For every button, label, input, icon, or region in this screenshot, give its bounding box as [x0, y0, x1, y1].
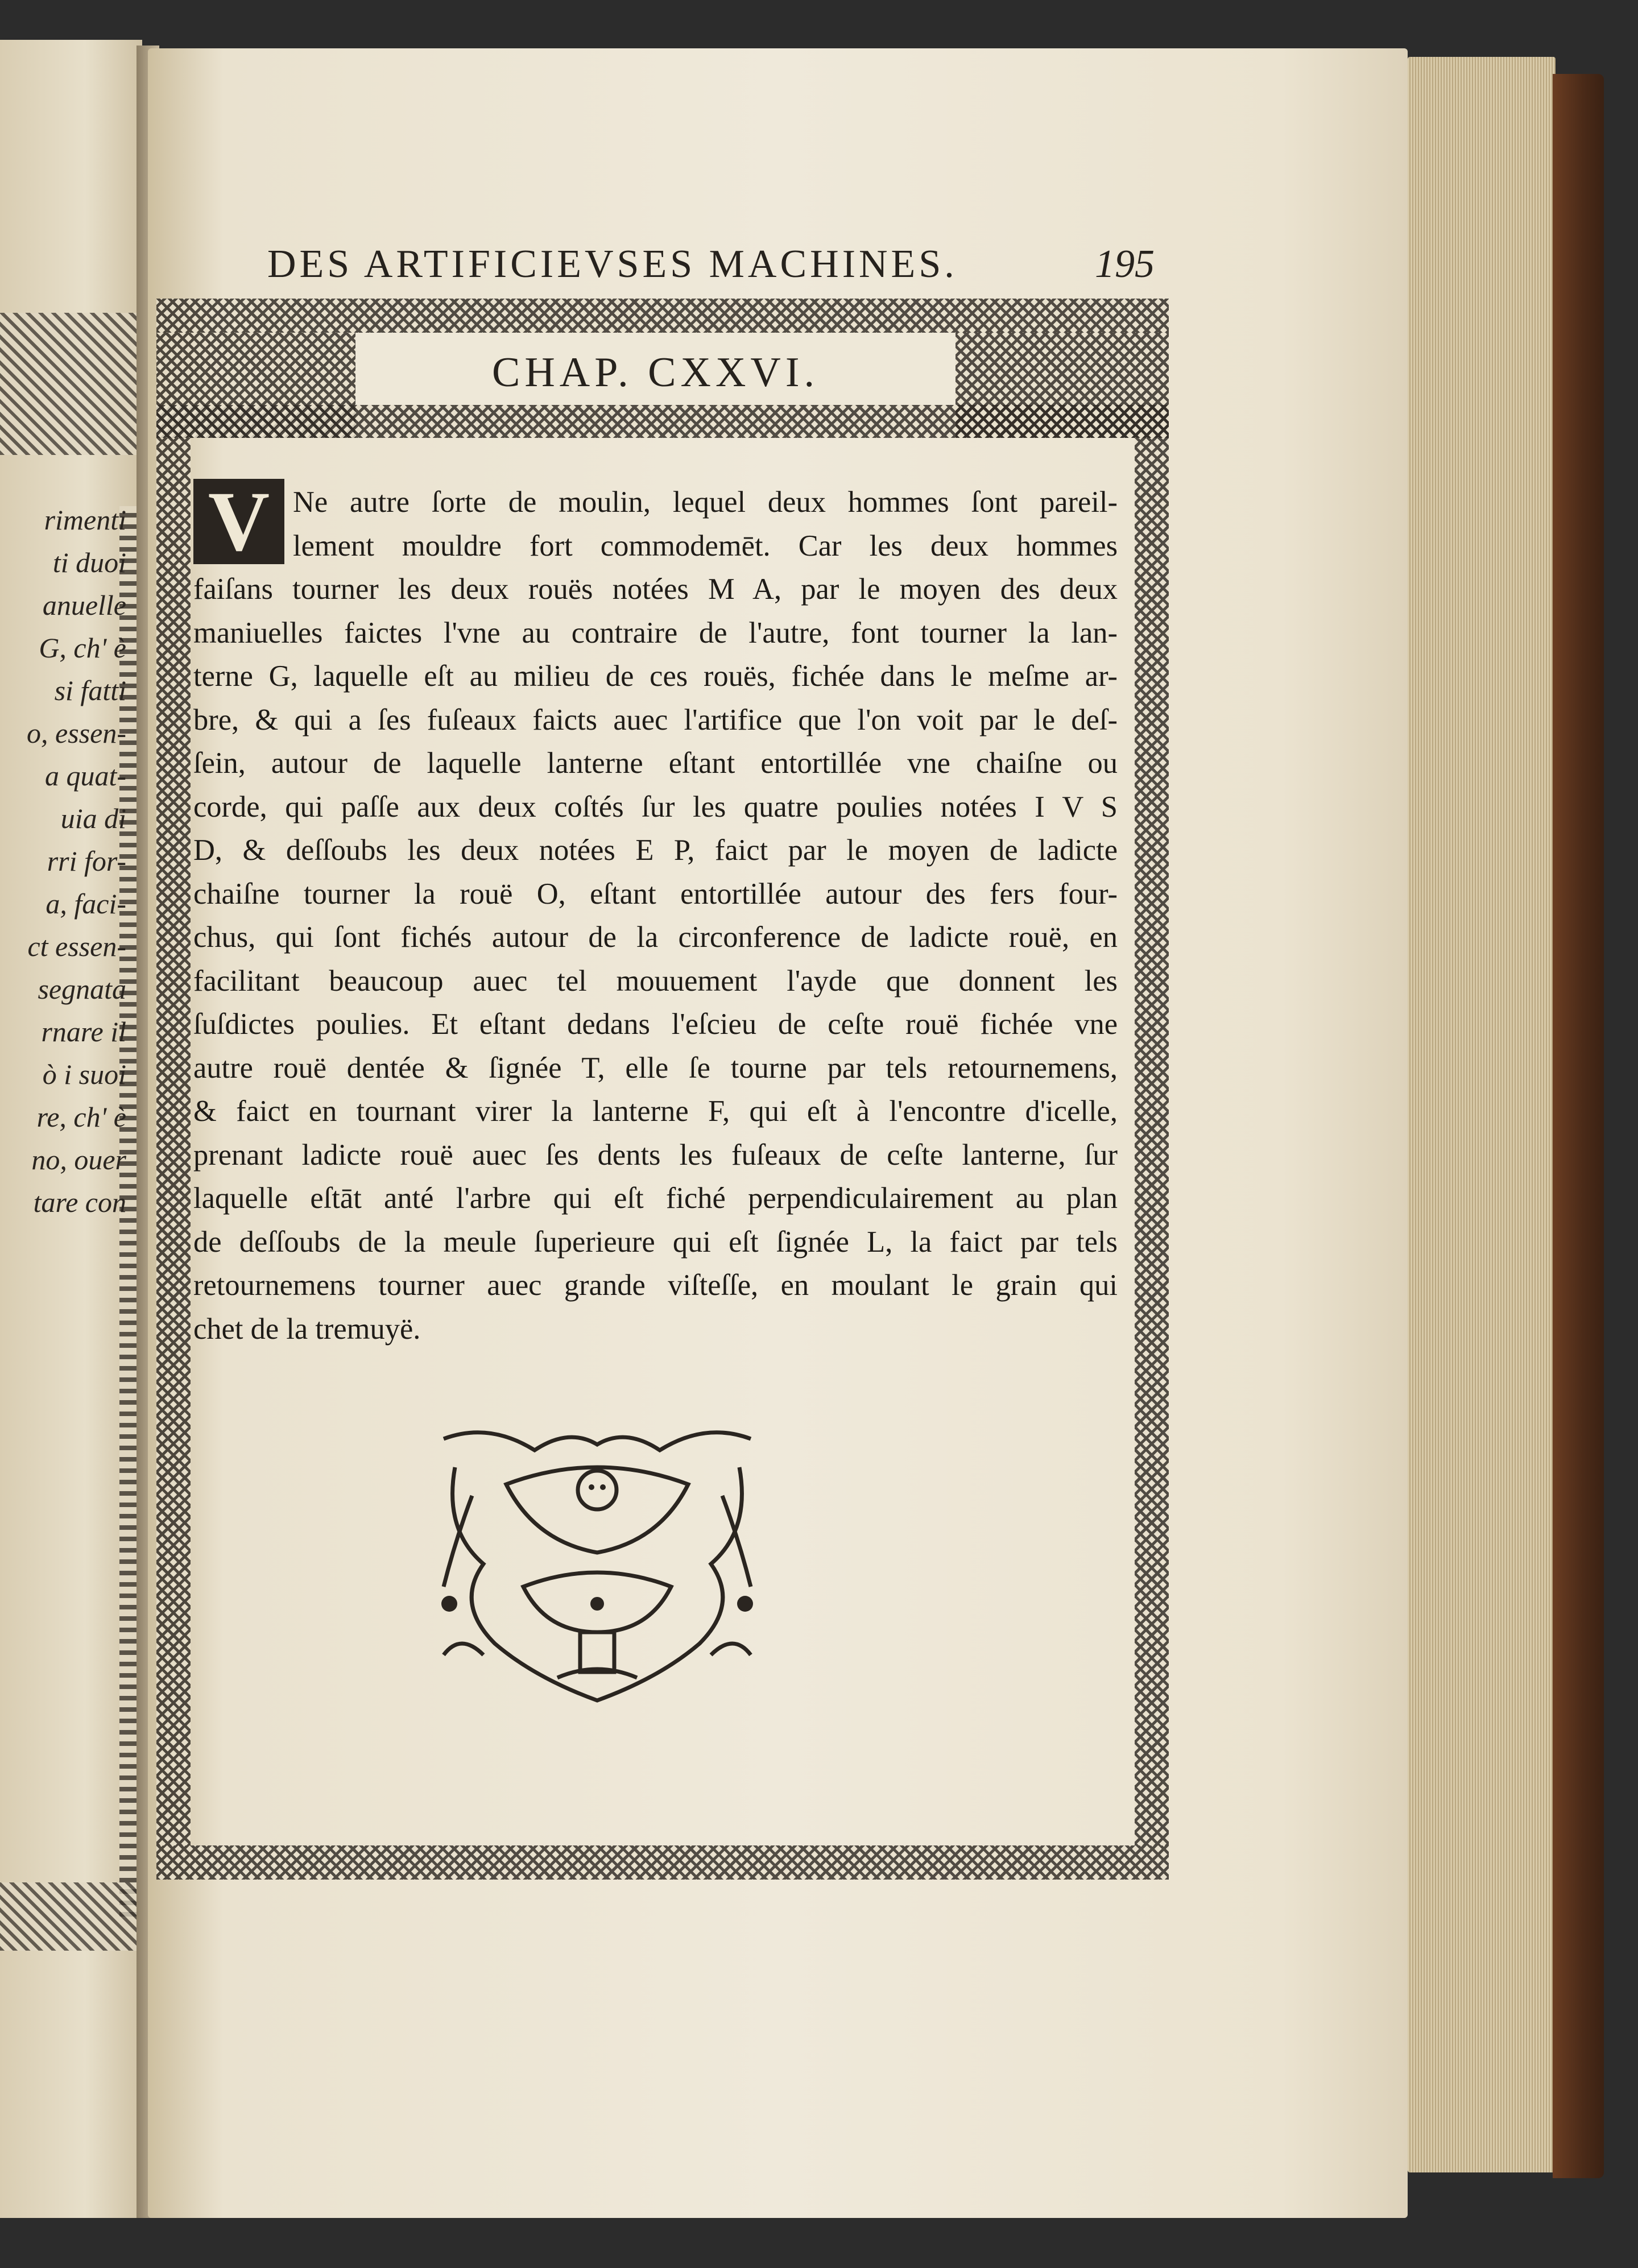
body-line: Ne autre ſorte de moulin, lequel deux hommes ſont pareil- [293, 486, 1118, 519]
body-text [193, 474, 1118, 1351]
body-line: chet de la tremuyë. [193, 1312, 421, 1346]
body-line: chaiſne tourner la rouë O, eſtant entortillée autour des fers four- [193, 877, 1118, 910]
body-line: de deſſoubs de la meule ſuperieure qui eſt ſignée L, la faict par tels [193, 1225, 1118, 1259]
border-header-bottom-ornament [156, 405, 1169, 438]
left-page-line: rimenti [44, 504, 126, 536]
body-line: laquelle eſtāt anté l'arbre qui eſt fiché perpendiculairement au plan [193, 1182, 1118, 1215]
left-page-line: no, ouer [31, 1144, 126, 1176]
left-page-line: o, essen- [27, 717, 126, 749]
drop-cap-letter: V [208, 474, 270, 569]
running-head: DES ARTIFICIEVSES MACHINES. [267, 242, 958, 286]
left-page-line: re, ch' è [36, 1101, 126, 1133]
left-page-line: segnata [38, 973, 126, 1005]
body-line: ſein, autour de laquelle lanterne eſtant entortillée vne chaiſne ou [193, 747, 1118, 780]
page-number: 195 [1095, 242, 1155, 286]
body-line: facilitant beaucoup auec tel mouuement l'ayde que donnent les [193, 964, 1118, 998]
body-line: bre, & qui a ſes fuſeaux faicts auec l'artifice que l'on voit par le deſ- [193, 703, 1118, 736]
left-page-line: G, ch' è [39, 632, 126, 664]
left-ornament-block [0, 313, 136, 455]
left-facing-page [0, 40, 142, 2218]
left-page-line: si fatti [54, 674, 126, 706]
tailpiece-ornament-icon [421, 1416, 774, 1712]
drop-cap-initial-icon [193, 474, 284, 569]
body-line: faiſans tourner les deux rouës notées M A, par le moyen des deux [193, 573, 1118, 606]
body-line: lement mouldre fort commodemēt. Car les deux hommes [293, 529, 1118, 562]
body-line: terne G, laquelle eſt au milieu de ces rouës, fichée dans le meſme ar- [193, 660, 1118, 693]
left-page-line: anuelle [42, 589, 126, 621]
left-page-line: a, faci- [46, 888, 126, 920]
left-page-line: ti duoi [52, 547, 126, 578]
left-page-line: rnare il [41, 1016, 126, 1048]
body-line: retournemens tourner auec grande viſteſſe, en moulant le grain qui [193, 1269, 1118, 1302]
body-line: chus, qui ſont fichés autour de la circonference de ladicte rouë, en [193, 921, 1118, 954]
border-bottom-ornament [156, 1845, 1169, 1880]
border-left-ornament [156, 438, 191, 1845]
body-line: & faict en tournant virer la lanterne F, qui eſt à l'encontre d'icelle, [193, 1095, 1118, 1128]
left-page-line: tare con [33, 1186, 126, 1218]
book-cover-edge [1553, 74, 1604, 2178]
page-edges [1408, 57, 1556, 2172]
chapter-heading-panel [355, 333, 956, 405]
body-line: ſuſdictes poulies. Et eſtant dedans l'eſcieu de ceſte rouë fichée vne [193, 1008, 1118, 1041]
left-page-line: uia di [60, 802, 126, 834]
left-page-line: a quat- [44, 760, 126, 792]
left-page-line: ò i suoi [42, 1058, 126, 1090]
body-line: maniuelles faictes l'vne au contraire de l'autre, font tourner la lan- [193, 616, 1118, 649]
body-line: autre rouë dentée & ſignée T, elle ſe tourne par tels retournemens, [193, 1051, 1118, 1085]
left-page-line: ct essen- [27, 930, 126, 962]
border-top-ornament [156, 299, 1169, 333]
border-right-ornament [1135, 438, 1169, 1845]
body-line: prenant ladicte rouë auec ſes dents les fuſeaux de ceſte lanterne, ſur [193, 1138, 1118, 1172]
left-ornament-bottom [0, 1882, 136, 1951]
chapter-heading: CHAP. CXXVI. [491, 349, 819, 396]
left-page-line: rri for- [47, 845, 126, 877]
body-line: corde, qui paſſe aux deux coſtés ſur les quatre poulies notées I V S [193, 790, 1118, 823]
body-line: D, & deſſoubs les deux notées E P, faict par le moyen de ladicte [193, 834, 1118, 867]
